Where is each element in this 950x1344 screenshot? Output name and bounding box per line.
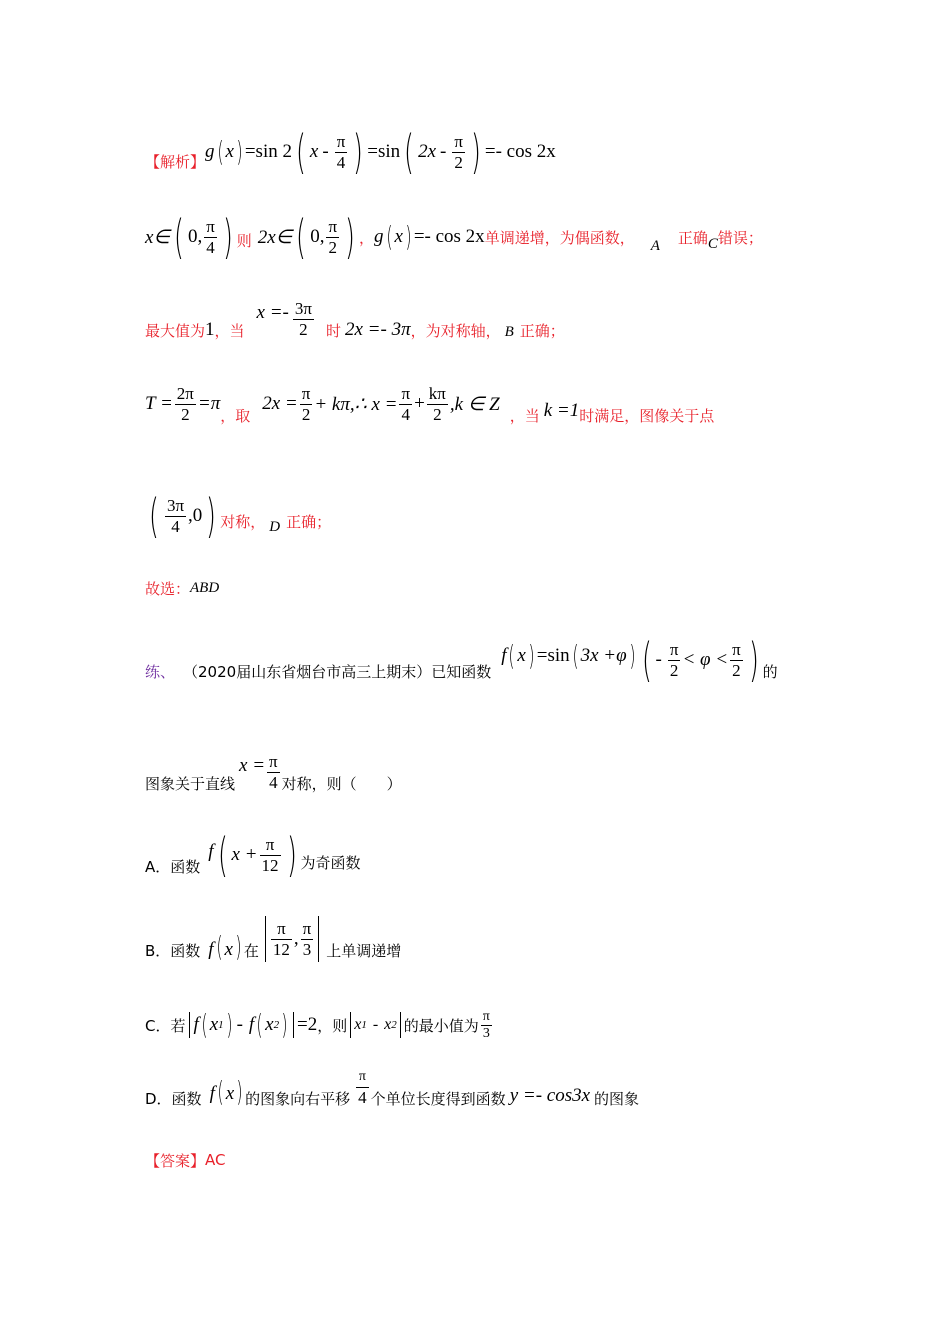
fraction: $\frac{\pi}{2}$ <box>454 131 463 172</box>
fraction: $\frac{\pi}{4}$ <box>336 131 346 172</box>
practice-label: 练、 <box>145 662 176 681</box>
fraction: $\frac{\pi}{12}$ <box>261 834 279 875</box>
answer-line <box>0 1148 950 1172</box>
fraction: $\frac{\pi}{4}$ <box>269 751 278 792</box>
fraction: $\frac{\pi}{3}$ <box>302 918 312 959</box>
fraction: $\frac{\pi}{4}$ <box>206 216 215 257</box>
analysis-line-5: ( $\frac{3\pi}{4}$ ,0 ) 对称， D 正确； <box>149 489 332 543</box>
analysis-line-6: 故选： ABD <box>145 579 220 598</box>
analysis-line-1: 【解析】 g ( x ) =sin 2 ( x - $\frac{\pi}{4}$ ) =sin ( 2x - $\frac{\pi}{2}$ ) =- cos 2x <box>145 125 556 179</box>
fraction: $\frac{3\pi}{2}$ <box>294 298 312 339</box>
fraction: $\frac{\pi}{2}$ <box>301 383 311 424</box>
fraction: $\frac{\pi}{2}$ <box>328 216 338 257</box>
analysis-line-3: 最大值为 1 ，当 x =- $\frac{3\pi}{2}$ 时 2x =- 3π ，为对称轴， B 正确； <box>145 298 565 340</box>
fraction: $\frac{k\pi}{2}$ <box>428 383 446 424</box>
analysis-line-4: T = $\frac{2\pi}{2}$ =π ，取 2x = $\frac{\pi}{2}$ + kπ,∴ x = $\frac{\pi}{4}$ + $\frac{k\pi}{2}$ ,k ∈ Z ，当 k =1 时满足，图像关于点 <box>145 383 715 425</box>
fraction: $\frac{\pi}{4}$ <box>401 383 411 424</box>
analysis-line-2: x∈ ( 0, $\frac{\pi}{4}$ ) 则 2x∈ ( 0, $\frac{\pi}{2}$ ) ， g ( x ) =- cos 2x 单调递增，为偶函数， A 正确 C 错误； <box>145 210 763 264</box>
answer-value: AC <box>205 1151 226 1169</box>
option-d: D．函数 f ( x ) 的图象向右平移 $\frac{\pi}{4}$ 个单位长度得到函数 y =- cos3x 的图象 <box>145 1068 640 1108</box>
option-a: A．函数 f ( x + $\frac{\pi}{12}$ ) 为奇函数 <box>145 828 361 882</box>
fraction: $\frac{\pi}{2}$ <box>732 639 741 680</box>
practice-question-line-2: 图象关于直线 x = $\frac{\pi}{4}$ 对称，则（ ） <box>145 751 402 793</box>
fraction: $\frac{\pi}{2}$ <box>669 639 679 680</box>
answer-tag: 【答案】 <box>145 1151 206 1170</box>
fraction: $\frac{3\pi}{4}$ <box>166 495 185 536</box>
practice-question-line-1: 练、 （2020届山东省烟台市高三上期末）已知函数 f ( x ) =sin ( 3x +φ ) ( - $\frac{\pi}{2}$ < φ < $\frac{\pi}{2}$ ) 的 <box>145 633 778 687</box>
fraction: $\frac{\pi}{12}$ <box>272 918 290 959</box>
option-c: C．若 f ( x 1 ) - f ( x 2 ) =2 ，则 x 1 - x 2 的最小值为 $\frac{\pi}{3}$ <box>145 1008 490 1041</box>
fraction: $\frac{\pi}{3}$ <box>482 1008 490 1041</box>
option-b: B．函数 f ( x ) 在 $\frac{\pi}{12}$ , $\frac{\pi}{3}$ 上单调递增 <box>0 914 950 964</box>
fraction: $\frac{\pi}{4}$ <box>358 1068 367 1107</box>
fraction: $\frac{2\pi}{2}$ <box>176 383 194 424</box>
analysis-tag: 【解析】 <box>145 152 206 171</box>
